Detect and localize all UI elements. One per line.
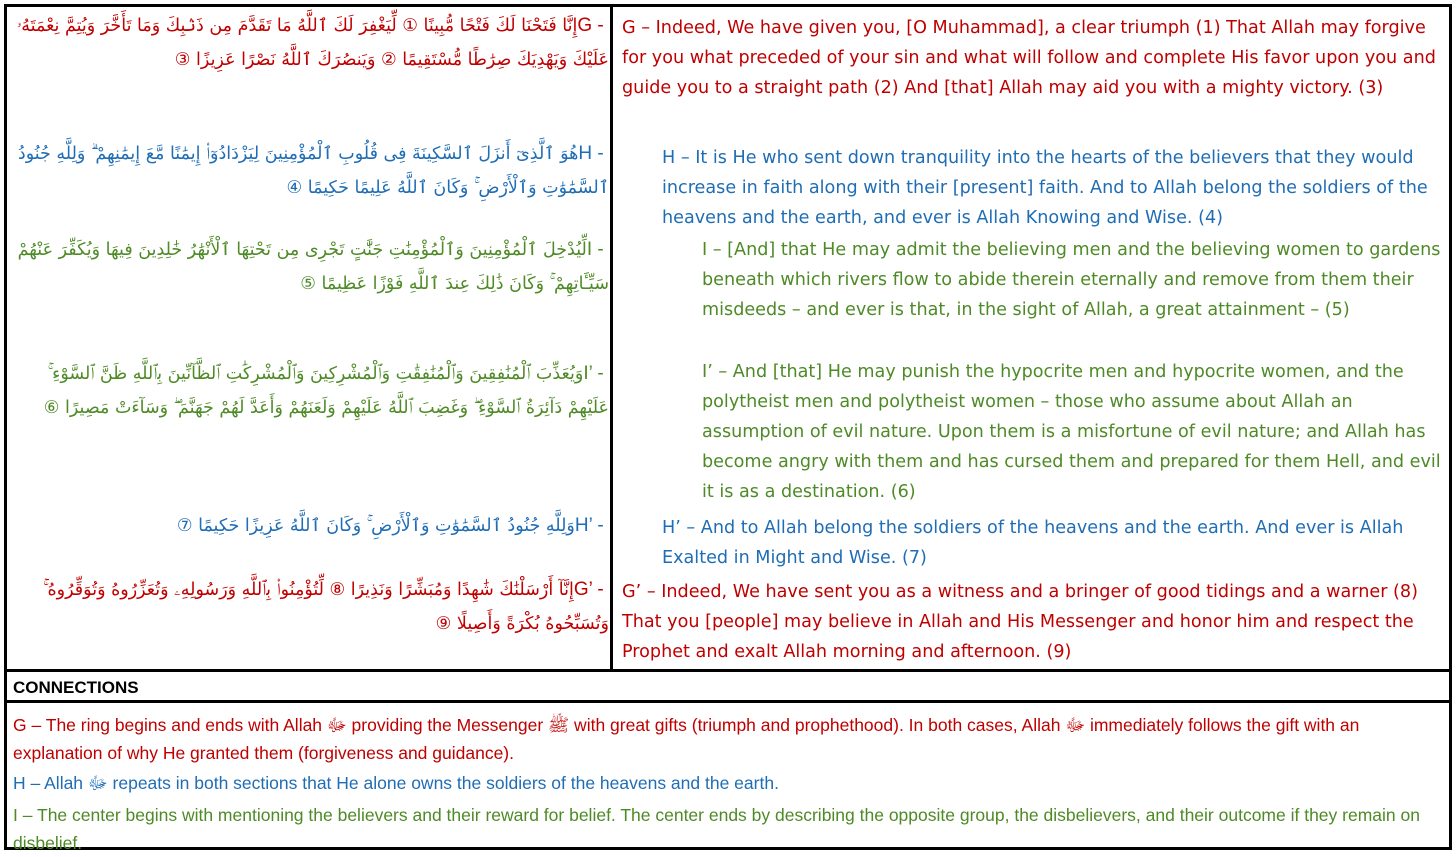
arabic-verse-g [13,9,609,77]
verses-table [7,7,1449,669]
arabic-text-h-prime: وَلِلَّهِ جُنُودُ ٱلسَّمَٰوَٰتِ وَٱلْأَرْضِ ۚ وَكَانَ ٱللَّهُ عَزِيزًا حَكِيمًا ⑦ [176,516,575,536]
connections-section [7,703,1449,853]
connection-h: H – Allah ﷻ repeats in both sections that He alone owns the soldiers of the heavens and the earth. [13,773,779,793]
english-column [616,7,1449,669]
arabic-verse-i-prime [13,357,609,425]
arabic-label-g: G - [577,15,609,36]
arabic-column [7,7,613,669]
arabic-label-h: H - [578,143,609,164]
arabic-label-i: I - [586,239,609,260]
arabic-verse-i [13,233,609,301]
connection-g: G – The ring begins and ends with Allah ﷻ providing the Messenger ﷺ with great gifts (triumph and prophethood). In both cases, Allah ﷻ immediately follows the gift with an explanation of why He granted them (forgiveness and guidance). [13,715,1360,763]
english-verse-h: H – It is He who sent down tranquility into the hearts of the believers that they would increase in faith along with their [present] faith. And to Allah belong the soldiers of the heavens and the earth, and ever is Allah Knowing and Wise. (4) [662,148,1428,228]
english-verse-g-prime: G’ – Indeed, We have sent you as a witness and a bringer of good tidings and a warner (8) That you [people] may believe in Allah and His Messenger and honor him and respect the Prophet and exalt Allah morning and afternoon. (9) [622,582,1418,662]
arabic-text-g: إِنَّا فَتَحْنَا لَكَ فَتْحًا مُّبِينًا ① لِّيَغْفِرَ لَكَ ٱللَّهُ مَا تَقَدَّمَ مِن ذَنۢبِكَ وَمَا تَأَخَّرَ وَيُتِمَّ نِعْمَتَهُۥ عَلَيْكَ وَيَهْدِيَكَ صِرَٰطًا مُّسْتَقِيمًا ② وَيَنصُرَكَ ٱللَّهُ نَصْرًا عَزِيزًا ③ [16,16,609,70]
arabic-text-i-prime: وَيُعَذِّبَ ٱلْمُنَٰفِقِينَ وَٱلْمُنَٰفِقَٰتِ وَٱلْمُشْرِكِينَ وَٱلْمُشْرِكَٰتِ ٱلظَّآنِّينَ بِٱللَّهِ ظَنَّ ٱلسَّوْءِ ۚ عَلَيْهِمْ دَآئِرَةُ ٱلسَّوْءِ ۖ وَغَضِبَ ٱللَّهُ عَلَيْهِمْ وَلَعَنَهُمْ وَأَعَدَّ لَهُمْ جَهَنَّمَ ۖ وَسَآءَتْ مَصِيرًا ⑥ [43,364,609,418]
english-verse-g: G – Indeed, We have given you, [O Muhammad], a clear triumph (1) That Allah may forgive for you what preceded of your sin and what will follow and complete His favor upon you and guide you to a straight path (2) And [that] Allah may aid you with a mighty victory. (3) [622,18,1436,98]
connection-i: I – The center begins with mentioning the believers and their reward for belief. The center ends by describing the opposite group, the disbelievers, and their outcome if they remain on disbelief. [13,805,1420,853]
arabic-label-h-prime: H’ - [574,515,609,536]
arabic-label-i-prime: I’ - [583,363,609,384]
english-verse-i: I – [And] that He may admit the believing men and the believing women to gardens beneath which rivers flow to abide therein eternally and remove from them their misdeeds – and ever is that, in the sight of Allah, a great attainment – (5) [702,240,1441,320]
arabic-text-i: لِّيُدْخِلَ ٱلْمُؤْمِنِينَ وَٱلْمُؤْمِنَٰتِ جَنَّٰتٍ تَجْرِى مِن تَحْتِهَا ٱلْأَنْهَٰرُ خَٰلِدِينَ فِيهَا وَيُكَفِّرَ عَنْهُمْ سَيِّـَٔاتِهِمْ ۚ وَكَانَ ذَٰلِكَ عِندَ ٱللَّهِ فَوْزًا عَظِيمًا ⑤ [17,240,609,294]
arabic-verse-h-prime [13,509,609,543]
english-verse-h-prime: H’ – And to Allah belong the soldiers of the heavens and the earth. And ever is Allah Exalted in Might and Wise. (7) [662,518,1404,568]
english-verse-i-prime: I’ – And [that] He may punish the hypocrite men and hypocrite women, and the polytheist men and polytheist women – those who assume about Allah an assumption of evil nature. Upon them is a misfortune of evil nature; and Allah has become angry with them and has cursed them and prepared for them Hell, and evil it is as a destination. (6) [702,362,1441,502]
connections-heading: CONNECTIONS [7,669,1449,703]
arabic-text-g-prime: إِنَّآ أَرْسَلْنَٰكَ شَٰهِدًا وَمُبَشِّرًا وَنَذِيرًا ⑧ لِّتُؤْمِنُوا۟ بِٱللَّهِ وَرَسُولِهِۦ وَتُعَزِّرُوهُ وَتُوَقِّرُوهُ ۚ وَتُسَبِّحُوهُ بُكْرَةً وَأَصِيلًا ⑨ [43,580,609,634]
arabic-verse-h [13,137,609,205]
ring-structure-document [4,4,1452,853]
arabic-label-g-prime: G’ - [573,579,609,600]
arabic-verse-g-prime [13,573,609,641]
arabic-text-h: هُوَ ٱلَّذِىٓ أَنزَلَ ٱلسَّكِينَةَ فِى قُلُوبِ ٱلْمُؤْمِنِينَ لِيَزْدَادُوٓا۟ إِيمَٰنًا مَّعَ إِيمَٰنِهِمْ ۗ وَلِلَّهِ جُنُودُ ٱلسَّمَٰوَٰتِ وَٱلْأَرْضِ ۚ وَكَانَ ٱللَّهُ عَلِيمًا حَكِيمًا ④ [17,144,609,198]
